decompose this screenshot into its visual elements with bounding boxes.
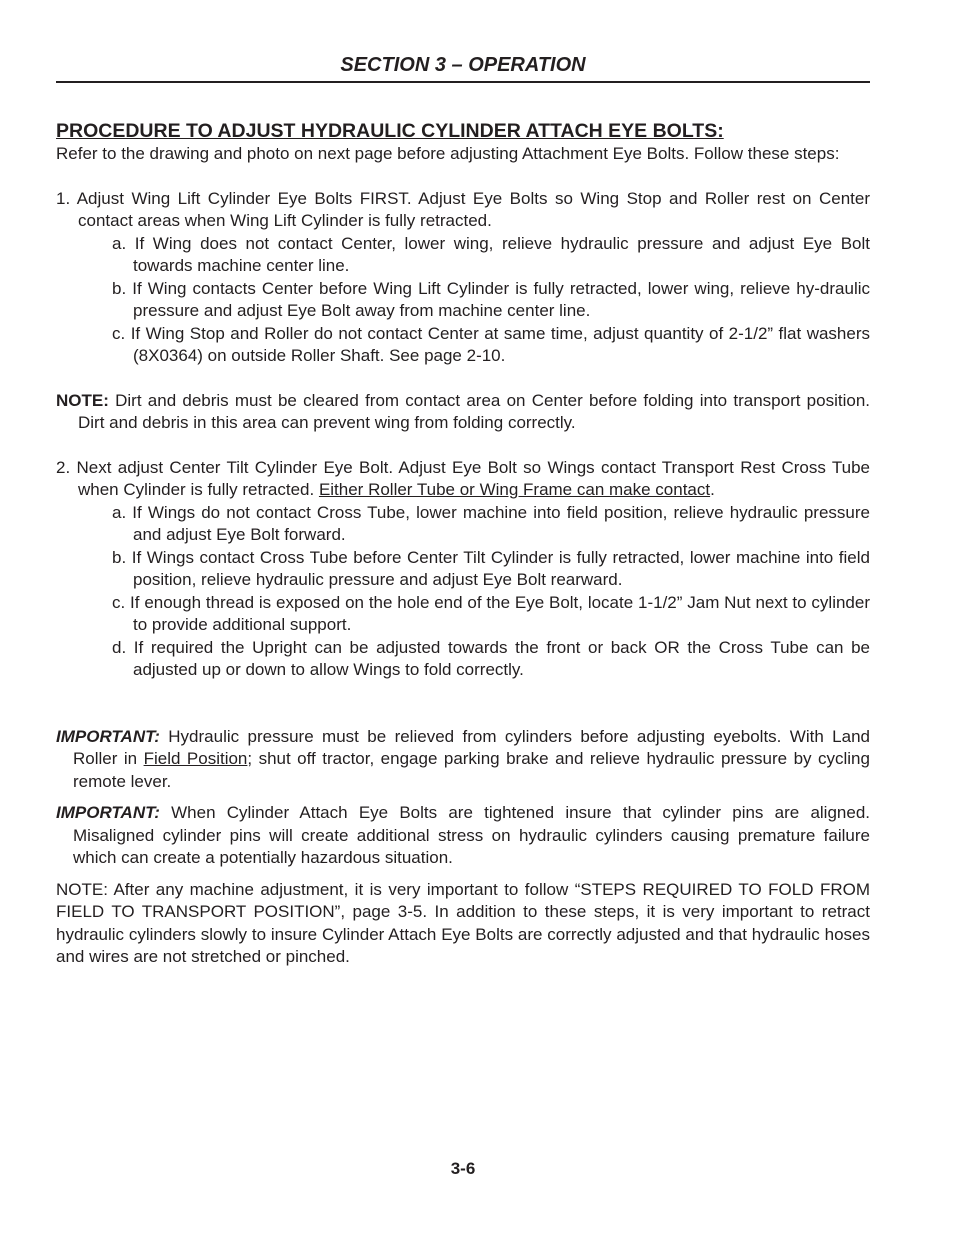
step-2-end: . <box>710 480 715 499</box>
step-2-d: d. If required the Upright can be adjusted towards the front or back OR the Cross Tube can be adjusted up or down to allow Wings to fold correctly. <box>112 637 870 679</box>
step-1-c: c. If Wing Stop and Roller do not contact Center at same time, adjust quantity of 2-1/2” flat washers (8X0364) on outside Roller Shaft. See page 2-10. <box>112 323 870 365</box>
important-1-label: IMPORTANT: <box>56 726 160 746</box>
note-1 <box>56 390 870 435</box>
procedure-title: PROCEDURE TO ADJUST HYDRAULIC CYLINDER ATTACH EYE BOLTS: <box>56 120 724 142</box>
step-2-underlined: Either Roller Tube or Wing Frame can make contact <box>318 480 711 499</box>
important-1-text-after: ; shut off tractor, engage parking brake and relieve hydraulic pressure by cycling remote lever. <box>73 749 870 791</box>
step-2-a: a. If Wings do not contact Cross Tube, lower machine into field position, relieve hydraulic pressure and adjust Eye Bolt forward. <box>112 502 870 544</box>
note-1-label: NOTE: <box>56 390 109 410</box>
step-1-a: a. If Wing does not contact Center, lower wing, relieve hydraulic pressure and adjust Eye Bolt towards machine center line. <box>112 233 870 275</box>
note-1-text: Dirt and debris must be cleared from contact area on Center before folding into transport position. Dirt and debris in this area can prevent wing from folding correctly. <box>78 390 870 432</box>
procedure-intro: Refer to the drawing and photo on next page before adjusting Attachment Eye Bolts. Follow these steps: <box>56 144 840 163</box>
step-2-text: 2. Next adjust Center Tilt Cylinder Eye Bolt. Adjust Eye Bolt so Wings contact Transport Rest Cross Tube when Cylinder is fully retracted. <box>56 457 870 499</box>
page-number: 3-6 <box>450 1159 476 1178</box>
important-1 <box>56 726 870 794</box>
step-1-b: b. If Wing contacts Center before Wing Lift Cylinder is fully retracted, lower wing, relieve hy-draulic pressure and adjust Eye Bolt away from machine center line. <box>112 278 870 320</box>
important-2-text: When Cylinder Attach Eye Bolts are tightened insure that cylinder pins are aligned. Misaligned cylinder pins will create additional stress on hydraulic cylinders causing premature failure which can create a potentially hazardous situation. <box>73 803 870 867</box>
important-1-underlined: Field Position <box>143 749 248 768</box>
note-2: NOTE: After any machine adjustment, it is very important to follow “STEPS REQUIRED TO FOLD FROM FIELD TO TRANSPORT POSITION”, page 3-5. In addition to these steps, it is very important to retract hydraulic cylinders slowly to insure Cylinder Attach Eye Bolts are correctly adjusted and that hydraulic hoses and wires are not stretched or pinched. <box>56 879 870 966</box>
important-1-text-before: Hydraulic pressure must be relieved from cylinders before adjusting eyebolts. With Land Roller in <box>73 726 870 768</box>
header-rule <box>56 81 870 83</box>
step-2-c: c. If enough thread is exposed on the hole end of the Eye Bolt, locate 1-1/2” Jam Nut next to cylinder to provide additional support. <box>112 592 870 634</box>
step-2-b: b. If Wings contact Cross Tube before Center Tilt Cylinder is fully retracted, lower machine into field position, relieve hydraulic pressure and adjust Eye Bolt rearward. <box>112 547 870 589</box>
important-2 <box>56 802 870 870</box>
step-2 <box>56 457 870 502</box>
important-2-label: IMPORTANT: <box>56 803 160 822</box>
section-header: SECTION 3 – OPERATION <box>340 54 586 76</box>
step-1: 1. Adjust Wing Lift Cylinder Eye Bolts FIRST. Adjust Eye Bolts so Wing Stop and Roller rest on Center contact areas when Wing Lift Cylinder is fully retracted. <box>56 188 870 230</box>
page-content <box>56 119 870 969</box>
